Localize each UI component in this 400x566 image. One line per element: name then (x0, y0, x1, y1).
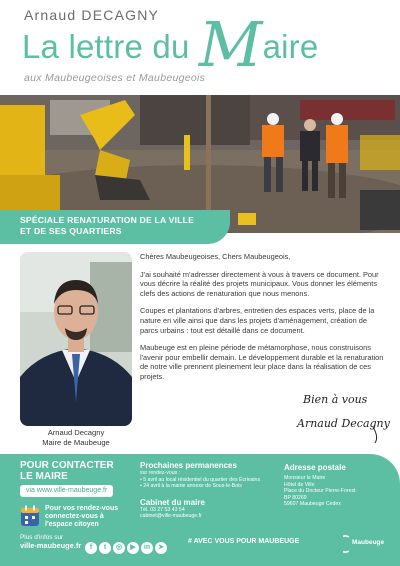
page-header (0, 0, 400, 95)
signature-line-2: Arnaud Decagny (297, 417, 390, 430)
mayor-role: Maire de Maubeuge (42, 438, 110, 447)
mayor-portrait (20, 252, 132, 426)
cabinet-title: Cabinet du maire (140, 497, 205, 507)
permanences-subtitle: sur rendez-vous : (140, 470, 181, 476)
citizen-line-3: l'espace citoyen (45, 521, 99, 528)
citizen-space-text (45, 505, 118, 529)
more-info-label: Plus d'infos sur (20, 534, 64, 541)
permanence-item-1: • 5 avril au local résidentiel du quartier des Écrivains (140, 476, 261, 483)
website-link[interactable]: via www.ville-maubeuge.fr (20, 485, 113, 497)
address-line-1: Monsieur le Maire (284, 475, 326, 481)
more-info-site[interactable]: ville-maubeuge.fr (20, 541, 82, 550)
address-line-2: Hôtel de Ville (284, 481, 315, 488)
letter-paragraph-2: Coupes et plantations d'arbres, entretien des espaces verts, place de la nature en ville ainsi que dans les projets d'aménagement, création de parcs urbains : tout est détaillé dans ce document. (140, 306, 375, 335)
permanence-item-2: • 24 avril à la mairie annexe de Sous-le-Bois (140, 483, 242, 490)
contact-heading-line-1: POUR CONTACTER (20, 460, 114, 471)
title-big-m: M (198, 8, 263, 81)
signature-line-1: Bien à vous (303, 393, 368, 406)
maubeuge-logo (343, 534, 383, 554)
banner-line-2: ET DE SES QUARTIERS (20, 226, 122, 236)
citizen-space-link[interactable] (20, 505, 120, 531)
address-line-5: 59607 Maubeuge Cedex (284, 501, 341, 508)
more-info (20, 534, 81, 551)
contact-footer (0, 454, 400, 566)
banner-line-1: SPÉCIALE RENATURATION DE LA VILLE (20, 215, 195, 225)
address-title: Adresse postale (284, 463, 346, 472)
letter-greeting: Chères Maubeugeoises, Chers Maubeugeois, (140, 252, 291, 261)
letter-paragraph-3: Maubeuge est en pleine période de métamorphose, nous construisons l'avenir pour embellir demain. Le développement durable et la renaturation de notre ville prennent pleinement leur place dans la réalisation de ces projets. (140, 343, 384, 381)
citizen-line-1: Pour vos rendez-vous (45, 505, 119, 512)
permanences-title: Prochaines permanences (140, 461, 237, 470)
title-main: La lettre du (22, 28, 199, 65)
permanences-column (140, 461, 270, 520)
mayor-signature (295, 385, 390, 445)
mayor-name: Arnaud Decagny (47, 428, 105, 437)
telegram-icon[interactable]: ➤ (155, 542, 167, 554)
youtube-icon[interactable]: ▶ (127, 542, 139, 554)
mayor-caption (20, 428, 132, 448)
facebook-icon[interactable]: f (85, 542, 97, 554)
instagram-icon[interactable]: ◎ (113, 542, 125, 554)
contact-heading-line-2: LE MAIRE (20, 471, 68, 482)
title-tail: aire (262, 28, 319, 65)
cabinet-phone[interactable]: Tél. 03 27 53 43 54 (140, 506, 185, 513)
maubeuge-logo-text: Maubeuge (352, 539, 385, 546)
address-line-3: Place du Docteur Pierre-Forest (284, 488, 356, 495)
address-line-4: BP 80269 (284, 494, 307, 501)
linkedin-icon[interactable]: in (141, 542, 153, 554)
cabinet-email[interactable]: cabinet@ville-maubeuge.fr (140, 513, 202, 520)
section-banner (0, 210, 230, 244)
letter-body (140, 252, 385, 390)
newsletter-subtitle: aux Maubeugeoises et Maubeugeois (24, 72, 206, 84)
letter-paragraph-1: J'ai souhaité m'adresser directement à vous à travers ce document. Pour vous décrire la réalité des projets municipaux. Vous donner les éléments clefs des actions de renaturation que nous menons. (140, 269, 379, 298)
postal-address-column (284, 463, 394, 508)
citizen-line-2: connectez-vous à (45, 513, 104, 520)
social-links (85, 536, 169, 554)
mayor-portrait-image (20, 252, 132, 426)
author-name: Arnaud DECAGNY (24, 7, 160, 23)
campaign-hashtag: # AVEC VOUS POUR MAUBEUGE (188, 538, 300, 545)
contact-heading (20, 460, 114, 482)
signature-image (295, 385, 390, 445)
calendar-icon (20, 505, 40, 527)
twitter-icon[interactable]: t (99, 542, 111, 554)
